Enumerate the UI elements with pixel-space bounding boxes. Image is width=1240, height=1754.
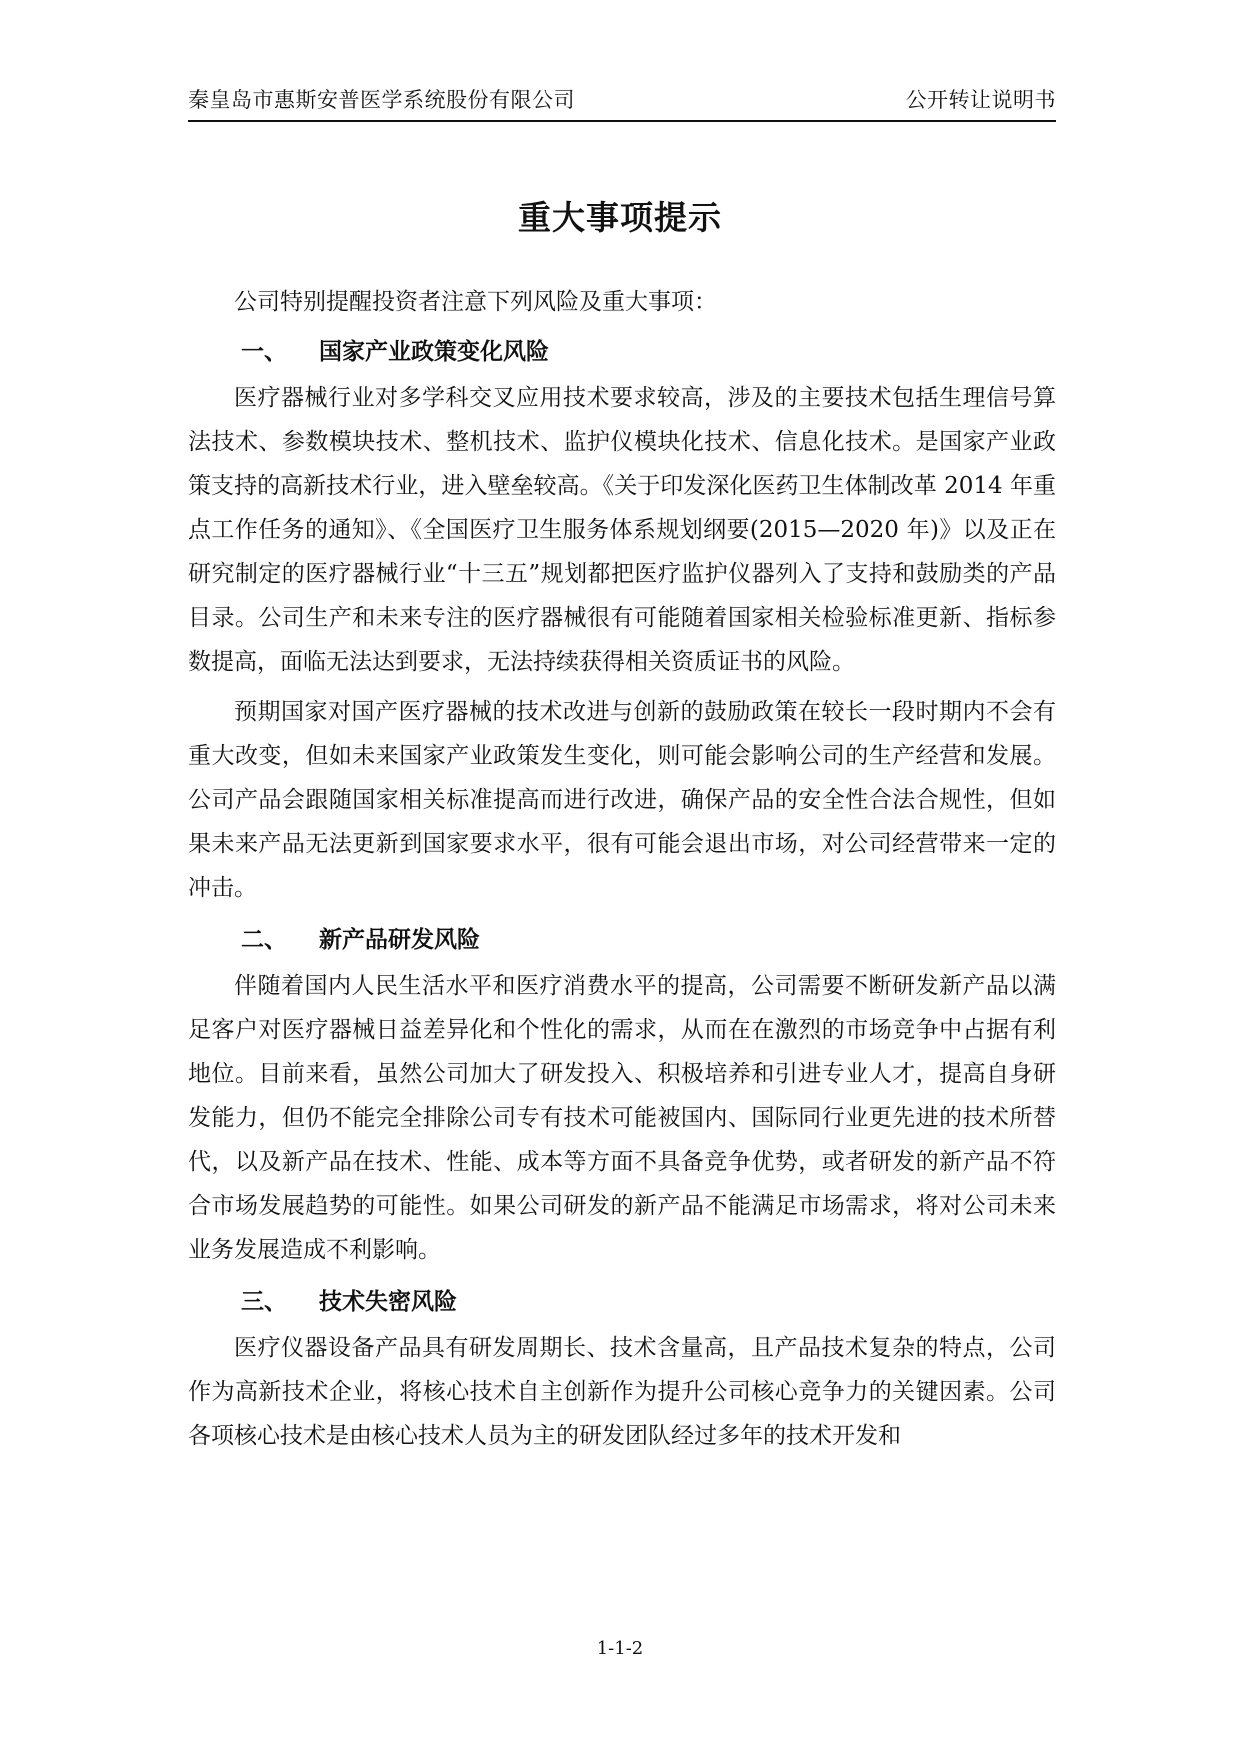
section-number: 二、 xyxy=(241,927,287,953)
document-body xyxy=(188,280,1056,1464)
section-paragraph: 医疗仪器设备产品具有研发周期长、技术含量高，且产品技术复杂的特点，公司作为高新技术企业，将核心技术自主创新作为提升公司核心竞争力的关键因素。公司各项核心技术是由核心技术人员为主的研发团队经过多年的技术开发和 xyxy=(188,1335,1056,1449)
section-title: 新产品研发风险 xyxy=(319,927,480,953)
section-heading xyxy=(188,916,1056,964)
page-number: 1-1-2 xyxy=(596,1638,644,1659)
section-1 xyxy=(188,328,1056,910)
section-heading xyxy=(188,1278,1056,1326)
page-header xyxy=(188,84,1056,122)
section-number: 三、 xyxy=(241,1289,287,1315)
section-heading xyxy=(188,328,1056,376)
page-title: 重大事项提示 xyxy=(518,198,722,237)
header-company-name: 秦皇岛市惠斯安普医学系统股份有限公司 xyxy=(188,88,575,112)
section-number: 一、 xyxy=(241,339,287,365)
intro-paragraph: 公司特别提醒投资者注意下列风险及重大事项： xyxy=(234,289,717,315)
section-paragraph: 预期国家对国产医疗器械的技术改进与创新的鼓励政策在较长一段时期内不会有重大改变，但如未来国家产业政策发生变化，则可能会影响公司的生产经营和发展。公司产品会跟随国家相关标准提高而进行改进，确保产品的安全性合法合规性，但如果未来产品无法更新到国家要求水平，很有可能会退出市场，对公司经营带来一定的冲击。 xyxy=(188,699,1056,901)
section-3 xyxy=(188,1278,1056,1458)
section-title: 国家产业政策变化风险 xyxy=(319,339,549,365)
header-document-type: 公开转让说明书 xyxy=(905,88,1056,112)
section-paragraph: 伴随着国内人民生活水平和医疗消费水平的提高，公司需要不断研发新产品以满足客户对医疗器械日益差异化和个性化的需求，从而在在激烈的市场竞争中占据有利地位。目前来看，虽然公司加大了研发投入、积极培养和引进专业人才，提高自身研发能力，但仍不能完全排除公司专有技术可能被国内、国际同行业更先进的技术所替代，以及新产品在技术、性能、成本等方面不具备竞争优势，或者研发的新产品不符合市场发展趋势的可能性。如果公司研发的新产品不能满足市场需求，将对公司未来业务发展造成不利影响。 xyxy=(188,973,1056,1263)
section-2 xyxy=(188,916,1056,1272)
section-paragraph: 医疗器械行业对多学科交叉应用技术要求较高，涉及的主要技术包括生理信号算法技术、参数模块技术、整机技术、监护仪模块化技术、信息化技术。是国家产业政策支持的高新技术行业，进入壁垒较高。《关于印发深化医药卫生体制改革 2014 年重点工作任务的通知》、《全国医疗卫生服务体系规划纲要(2015—2020 年)》以及正在研究制定的医疗器械行业“十三五”规划都把医疗监护仪器列入了支持和鼓励类的产品目录。公司生产和未来专注的医疗器械很有可能随着国家相关检验标准更新、指标参数提高，面临无法达到要求，无法持续获得相关资质证书的风险。 xyxy=(188,385,1056,675)
section-title: 技术失密风险 xyxy=(319,1289,457,1315)
